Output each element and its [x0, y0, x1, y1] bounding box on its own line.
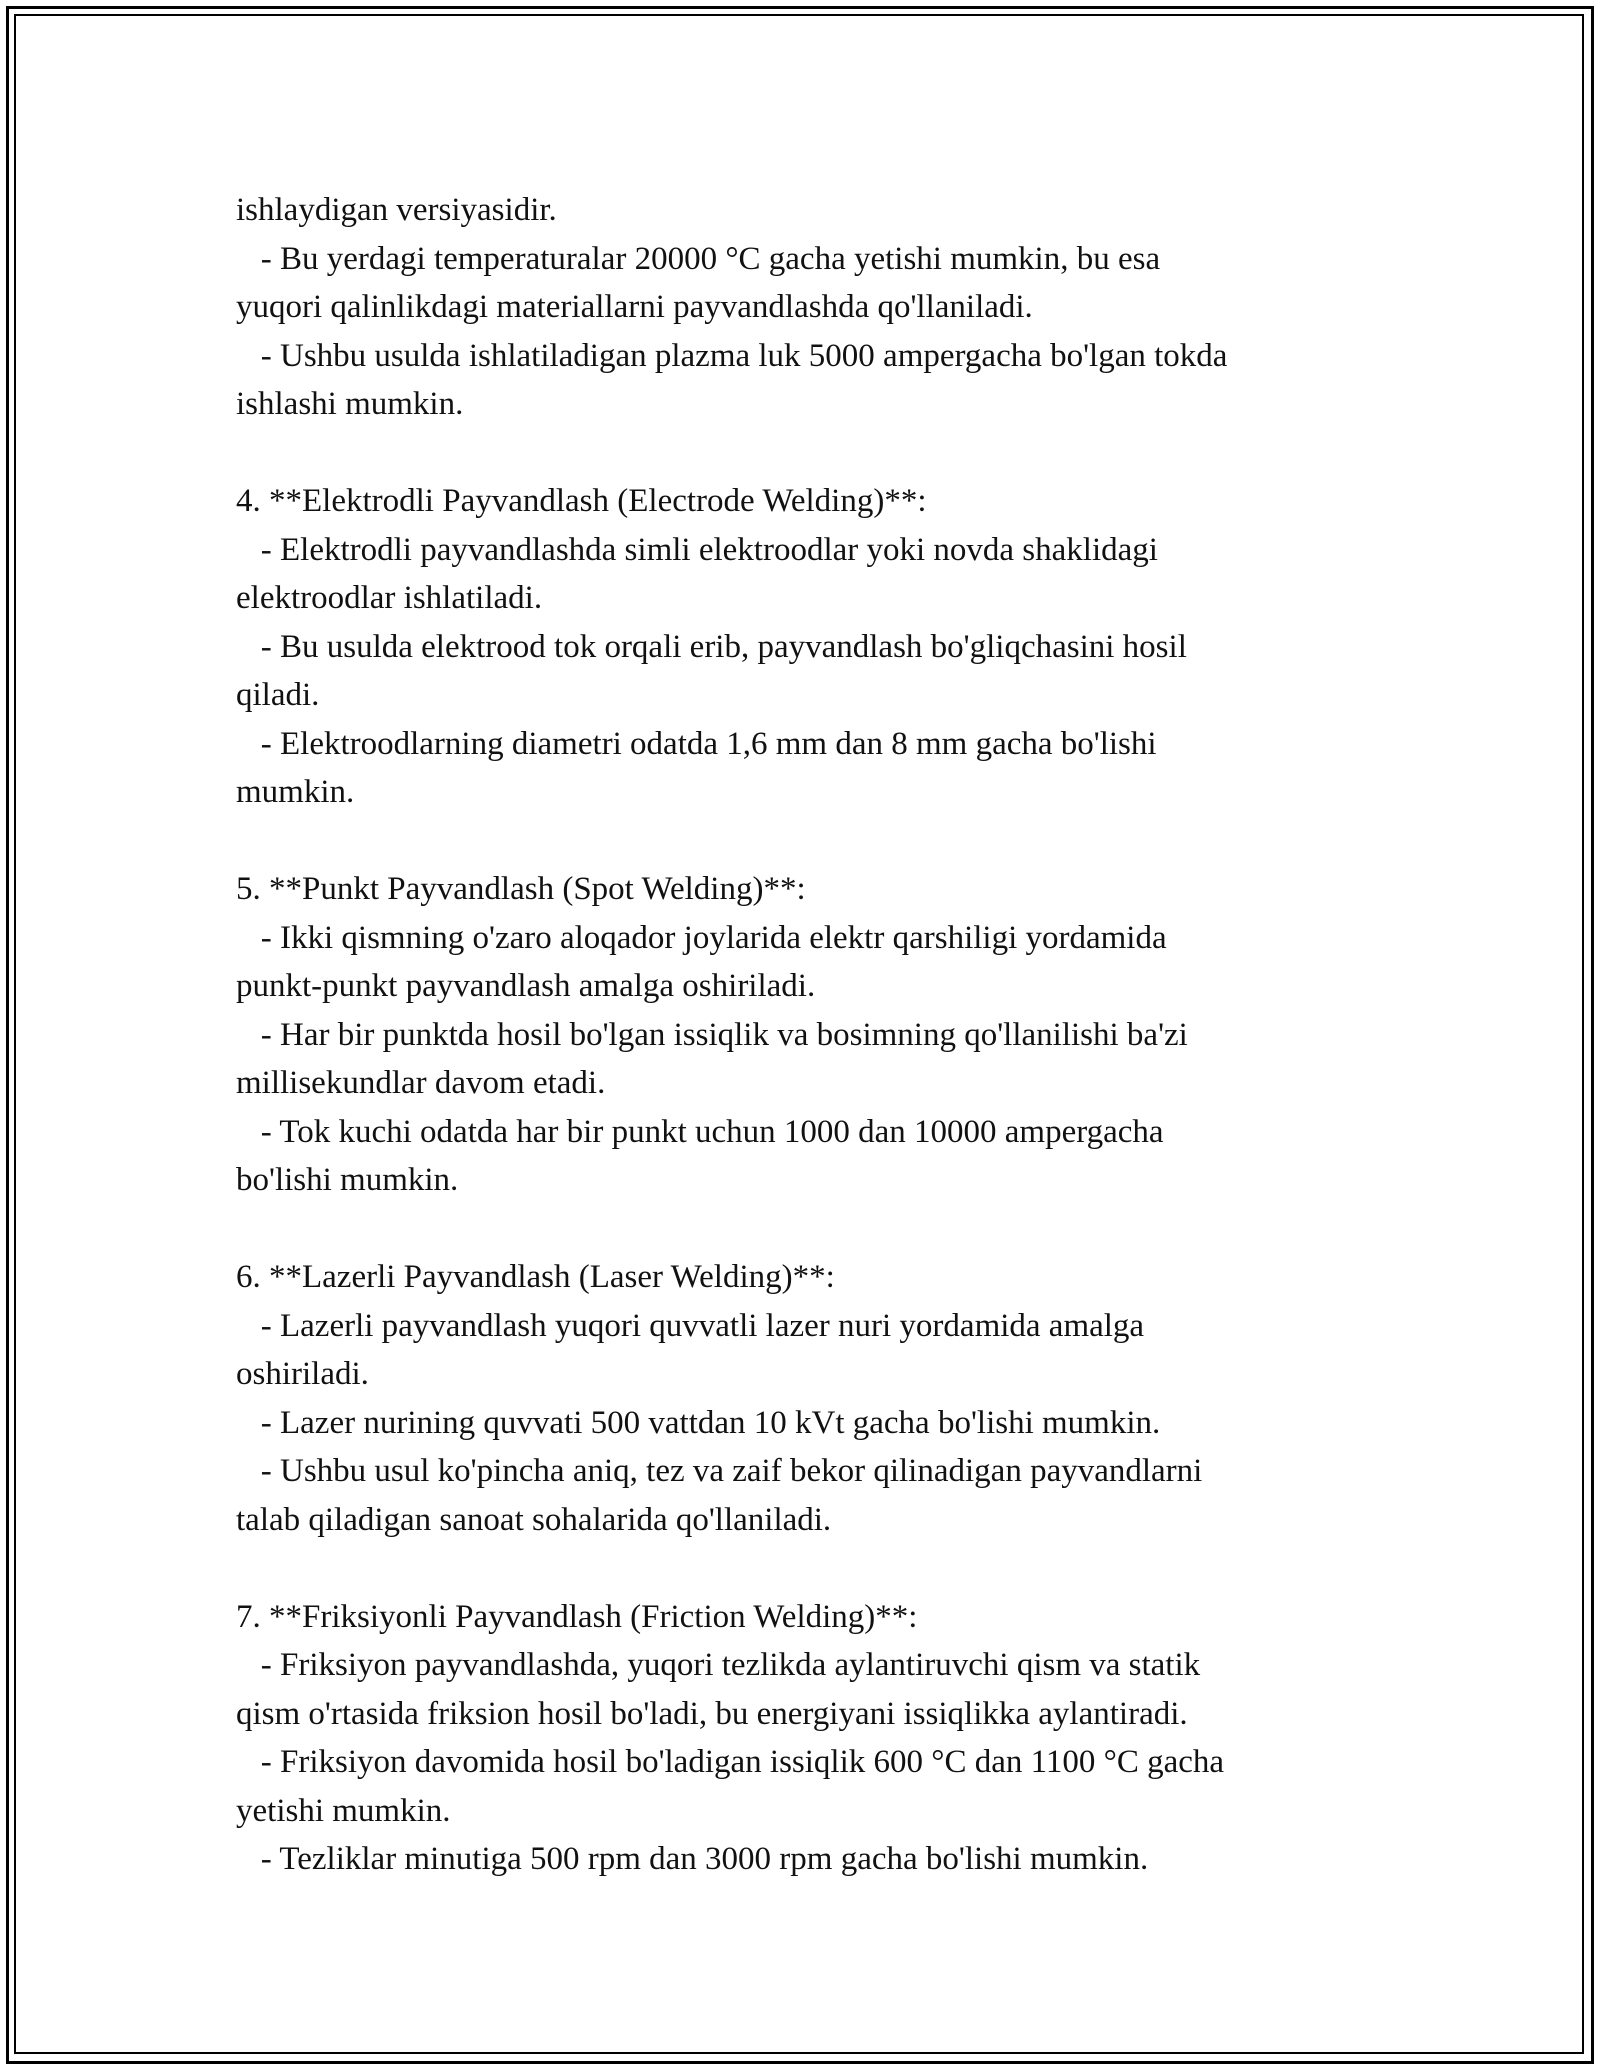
blank-line: [236, 817, 1356, 866]
text-line: qiladi.: [236, 677, 320, 713]
text-line: - Friksiyon davomida hosil bo'ladigan issiqlik 600 °C dan 1100 °C gacha: [236, 1744, 1225, 1780]
text-line: - Tok kuchi odatda har bir punkt uchun 1000 dan 10000 ampergacha: [236, 1113, 1164, 1150]
text-line: - Bu yerdagi temperaturalar 20000 °C gacha yetishi mumkin, bu esa: [236, 240, 1161, 277]
text-line: oshiriladi.: [236, 1356, 369, 1392]
section-heading-electrode-welding: 4. **Elektrodli Payvandlash (Electrode Welding)**:: [236, 483, 927, 519]
text-line: yetishi mumkin.: [236, 1792, 451, 1829]
text-line: - Ikki qismning o'zaro aloqador joylarida elektr qarshiligi yordamida: [236, 919, 1167, 956]
section-heading-spot-welding: 5. **Punkt Payvandlash (Spot Welding)**:: [236, 871, 806, 907]
text-line: ishlashi mumkin.: [236, 386, 464, 422]
text-line: - Har bir punktda hosil bo'lgan issiqlik va bosimning qo'llanilishi ba'zi: [236, 1016, 1188, 1053]
blank-line: [236, 429, 1356, 478]
section-heading-friction-welding: 7. **Friksiyonli Payvandlash (Friction Welding)**:: [236, 1598, 918, 1635]
text-line: - Elektroodlarning diametri odatda 1,6 mm dan 8 mm gacha bo'lishi: [236, 725, 1157, 762]
text-line: - Bu usulda elektrood tok orqali erib, payvandlash bo'gliqchasini hosil: [236, 628, 1187, 665]
blank-line: [236, 1205, 1356, 1254]
text-line: - Tezliklar minutiga 500 rpm dan 3000 rpm gacha bo'lishi mumkin.: [236, 1841, 1149, 1877]
text-line: yuqori qalinlikdagi materiallarni payvandlashda qo'llaniladi.: [236, 289, 1033, 325]
text-line: mumkin.: [236, 774, 355, 810]
section-heading-laser-welding: 6. **Lazerli Payvandlash (Laser Welding)**:: [236, 1259, 835, 1295]
text-line: ishlaydigan versiyasidir.: [236, 192, 557, 228]
text-line: - Friksiyon payvandlashda, yuqori tezlikda aylantiruvchi qism va statik: [236, 1647, 1201, 1683]
text-line: bo'lishi mumkin.: [236, 1162, 459, 1198]
text-line: talab qiladigan sanoat sohalarida qo'llaniladi.: [236, 1501, 832, 1538]
blank-line: [236, 1544, 1356, 1593]
text-line: - Ushbu usulda ishlatiladigan plazma luk 5000 ampergacha bo'lgan tokda: [236, 337, 1228, 374]
document-body: [236, 186, 1356, 1884]
text-line: - Elektrodli payvandlashda simli elektroodlar yoki novda shaklidagi: [236, 531, 1158, 568]
text-line: elektroodlar ishlatiladi.: [236, 580, 543, 616]
text-line: - Ushbu usul ko'pincha aniq, tez va zaif bekor qilinadigan payvandlarni: [236, 1453, 1203, 1489]
text-line: punkt-punkt payvandlash amalga oshiriladi.: [236, 968, 816, 1004]
text-line: - Lazer nurining quvvati 500 vattdan 10 kVt gacha bo'lishi mumkin.: [236, 1404, 1161, 1441]
text-line: millisekundlar davom etadi.: [236, 1065, 606, 1101]
text-line: qism o'rtasida friksion hosil bo'ladi, bu energiyani issiqlikka aylantiradi.: [236, 1695, 1188, 1732]
text-line: - Lazerli payvandlash yuqori quvvatli lazer nuri yordamida amalga: [236, 1307, 1145, 1344]
